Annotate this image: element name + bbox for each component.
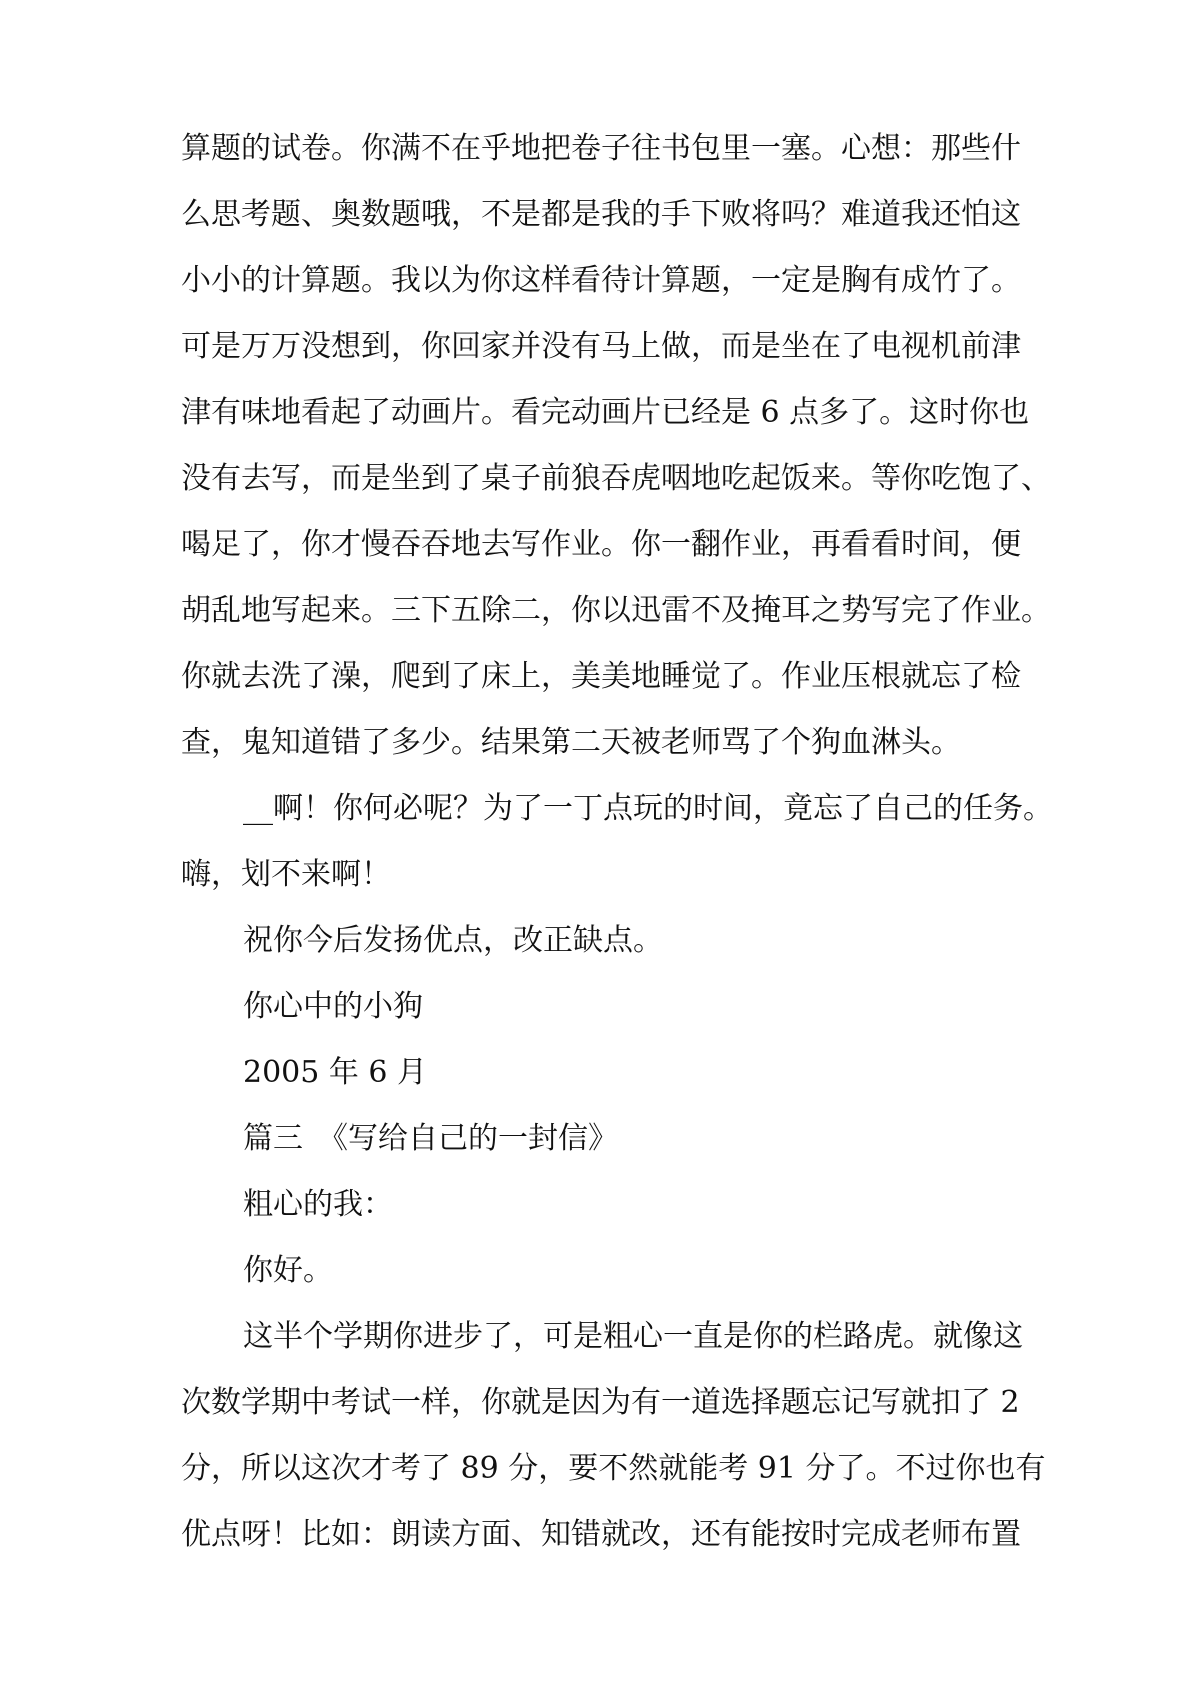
text-line: 嗨，划不来啊！ — [181, 857, 391, 892]
greeting: 你好。 — [243, 1253, 333, 1288]
text-line: 没有去写，而是坐到了桌子前狼吞虎咽地吃起饭来。等你吃饱了、 — [181, 461, 1051, 496]
text-line: 可是万万没想到，你回家并没有马上做，而是坐在了电视机前津 — [181, 329, 1021, 364]
text-line: 分，所以这次才考了 89 分，要不然就能考 91 分了。不过你也有 — [181, 1451, 1046, 1486]
salutation: 粗心的我： — [243, 1187, 393, 1222]
closing-wish: 祝你今后发扬优点，改正缺点。 — [243, 923, 663, 958]
text-line: 喝足了，你才慢吞吞地去写作业。你一翻作业，再看看时间，便 — [181, 527, 1021, 562]
text-line: 次数学期中考试一样，你就是因为有一道选择题忘记写就扣了 2 — [181, 1385, 1020, 1420]
text-line: 小小的计算题。我以为你这样看待计算题，一定是胸有成竹了。 — [181, 263, 1021, 298]
signature: 你心中的小狗 — [243, 989, 423, 1024]
text-line: 优点呀！比如：朗读方面、知错就改，还有能按时完成老师布置 — [181, 1517, 1021, 1552]
text-line: 胡乱地写起来。三下五除二，你以迅雷不及掩耳之势写完了作业。 — [181, 593, 1051, 628]
text-line: 查，鬼知道错了多少。结果第二天被老师骂了个狗血淋头。 — [181, 725, 961, 760]
text-line: 津有味地看起了动画片。看完动画片已经是 6 点多了。这时你也 — [181, 395, 1030, 430]
text-line: 算题的试卷。你满不在乎地把卷子往书包里一塞。心想：那些什 — [181, 131, 1021, 166]
text-line: 这半个学期你进步了，可是粗心一直是你的栏路虎。就像这 — [243, 1319, 1023, 1354]
text-line: 么思考题、奥数题哦，不是都是我的手下败将吗？难道我还怕这 — [181, 197, 1021, 232]
text-line: 你就去洗了澡，爬到了床上，美美地睡觉了。作业压根就忘了检 — [181, 659, 1021, 694]
section-heading: 篇三 《写给自己的一封信》 — [243, 1121, 618, 1156]
text-line: __啊！你何必呢？为了一丁点玩的时间，竟忘了自己的任务。 — [243, 791, 1053, 826]
date: 2005 年 6 月 — [243, 1055, 428, 1090]
